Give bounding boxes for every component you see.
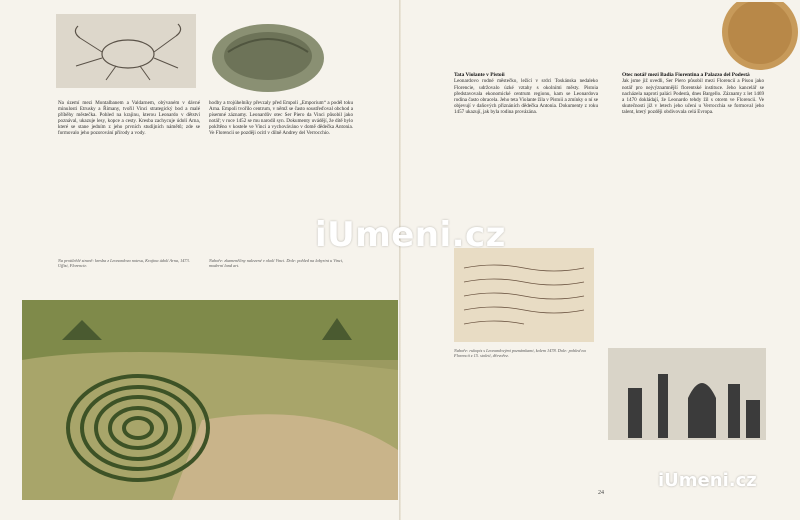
watermark-logo-small: iUmeni.cz (658, 470, 757, 491)
page-number: 24 (598, 490, 604, 496)
right-text-column-4: Otec notář mezi Badia Fiorentina a Palazzo del Podestà Jak jsme již uvedli, Ser Piero působil mezi Florencií a Pisou jako notář pro nejvýznamnější florentské instituce. Jeho kancelář se nacházela naproti paláci Podestà, dnes Bargello. Záznamy z let 1469 a 1470 dokládají, že Leonardo tehdy žil s otcem ve Florencii. Ve skutečnosti již v letech jeho učení u Verrocchia se formoval jeho talent, který později obdivovala celá Evropa. (622, 72, 764, 115)
right-caption: Nahoře: rukopis s Leonardovými poznámkami, kolem 1478. Dole: pohled na Florencii z 15. století, dřevořez. (454, 348, 586, 359)
crab-sketch-icon (56, 14, 196, 88)
crab-drawing-image (56, 14, 196, 88)
left-caption-2: Nahoře: zkameněliny nalezené v okolí Vinci. Dole: pohled na labyrint u Vinci, moderní land art. (209, 258, 344, 269)
fossil-crab-image (204, 12, 332, 98)
manuscript-image (454, 248, 594, 342)
labyrinth-photo (22, 300, 398, 500)
watermark-logo: iUmeni.cz (315, 215, 506, 255)
column-4-heading: Otec notář mezi Badia Fiorentina a Palazzo del Podestà (622, 72, 750, 78)
florence-engraving-image (608, 348, 766, 440)
round-seal-image (704, 2, 800, 72)
column-3-heading: Tata Violante v Pistoii (454, 72, 505, 78)
right-text-column-3: Tata Violante v Pistoii Leonardovo rodné městečko, ležící v srdci Toskánska nedaleko Florencie, udržovalo úzké vztahy s okolními městy. Pistoia představovala ekonomické centrum regionu, kam se Leonardova rodina často obracela. Jeho teta Violante žila v Pistoii a zmínky o ní se objevují v daňových přiznáních dědečka Antonia. Dokumenty z roku 1457 ukazují, jak byla rodina provázána. (454, 72, 598, 115)
left-text-column-2: hodby a trojúhelníky převzaly před Empolí „Emporium“ a podél toku Arna. Empoli tvořilo centrum, v němž se často soustřeďoval obchod a písemné záznamy. Leonardův otec Ser Piero da Vinci působil jako notář; v roce 1452 se mu narodil syn. Dokumenty uvádějí, že dítě bylo pokřtěno v kostele ve Vinci a vychováváno v domě dědečka Antonia. Ve Florencii se později ocitl v dílně Andrey del Verrocchio. (209, 100, 353, 137)
left-caption-1: Na protilehlé straně: kresba z Leonardova notesu, Krajina údolí Arna, 1473. Uffizi, Florencie. (58, 258, 190, 269)
page-gutter (399, 0, 401, 520)
left-text-column-1: Na území mezi Montalbanem a Valdarnem, obývaném v dávné minulosti Etrusky a Římany, tvořil Vinci strategický bod a malé příběhy městečka. Pohled na krajinu, kterou Leonardo v dětství poznával, ukazuje lesy, kopce a cesty. Kresba zachycuje údolí Arna, které se stane jedním z jeho prvních studijních námětů; zde se formovalo jeho pozorování přírody a vody. (58, 100, 200, 137)
